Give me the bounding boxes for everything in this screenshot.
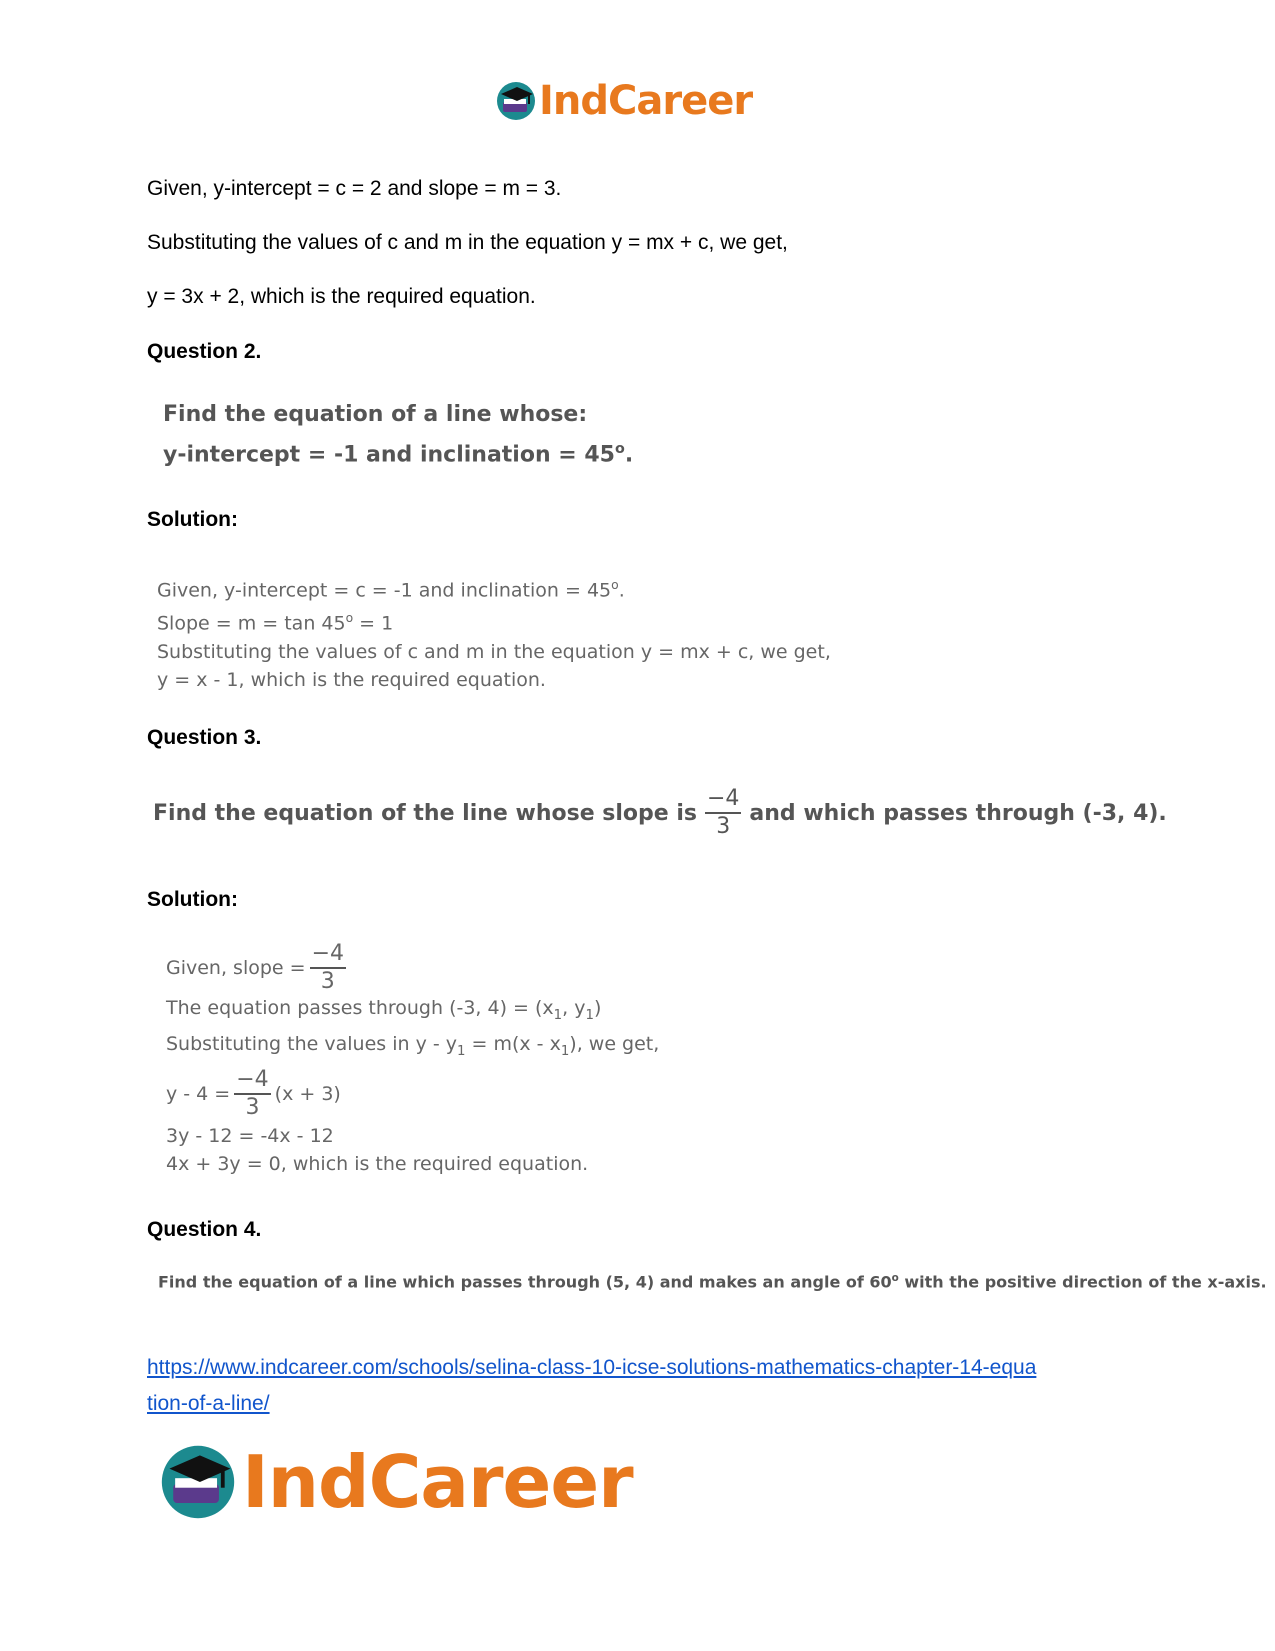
solution-3-image	[166, 942, 726, 1178]
question-4-image: Find the equation of a line which passes through (5, 4) and makes an angle of 60$^o$ with the positive direction of the x-axis.	[158, 1272, 1267, 1292]
solution-2-line-4: y = x - 1, which is the required equation.	[157, 668, 546, 691]
source-link-line-1[interactable]: https://www.indcareer.com/schools/selina-class-10-icse-solutions-mathematics-chapter-14-equa	[147, 1356, 1037, 1379]
solution-3-line-6: 4x + 3y = 0, which is the required equation.	[166, 1152, 589, 1175]
question-2-heading: Question 2.	[147, 340, 262, 363]
solution-2-heading: Solution:	[147, 508, 238, 531]
header-logo	[495, 78, 752, 124]
intro-line-1: Given, y-intercept = c = 2 and slope = m = 3.	[147, 177, 562, 200]
logo-text: IndCareer	[539, 78, 753, 124]
solution-3-line-4: y - 4 = $\frac{-4}{3}$ (x + 3)	[166, 1066, 341, 1120]
question-2-line-2: y-intercept = -1 and inclination = $45^o$.	[163, 441, 634, 468]
question-3-text-b: and which passes through (-3, 4).	[749, 800, 1167, 826]
solution-3-heading: Solution:	[147, 888, 238, 911]
solution-2-line-3: Substituting the values of c and m in the equation y = mx + c, we get,	[157, 640, 831, 663]
solution-2-line-1: Given, y-intercept = c = -1 and inclination = $45^o$.	[157, 578, 625, 602]
question-3-image	[153, 788, 1167, 838]
solution-3-line-2: The equation passes through (-3, $4) = (x_1$, $y_1$)	[166, 997, 602, 1023]
graduation-cap-book-icon	[495, 80, 537, 122]
slope-fraction: $\frac{-4}{3}$	[706, 786, 740, 839]
solution-3-line-5: 3y - 12 = -4x - 12	[166, 1124, 334, 1147]
question-2-line-1: Find the equation of a line whose:	[163, 402, 588, 427]
logo-text: IndCareer	[242, 1440, 633, 1524]
question-2-image	[163, 398, 633, 472]
intro-line-2: Substituting the values of c and m in the equation y = mx + c, we get,	[147, 231, 788, 254]
graduation-cap-book-icon	[158, 1442, 238, 1522]
solution-3-line-1: Given, slope = $\frac{-4}{3}$	[166, 941, 345, 994]
source-link[interactable]	[147, 1350, 1147, 1422]
question-3-heading: Question 3.	[147, 726, 262, 749]
intro-line-3: y = 3x + 2, which is the required equation.	[147, 285, 536, 308]
solution-2-image	[157, 571, 831, 694]
solution-3-line-3: Substituting the values in $y - y_1 = m(x - x_1)$, we get,	[166, 1032, 660, 1059]
solution-2-line-2: Slope = $m = \tan 45^o = 1$	[157, 611, 394, 635]
source-link-line-2[interactable]: tion-of-a-line/	[147, 1392, 270, 1415]
question-3-text-a: Find the equation of the line whose slope is	[153, 800, 697, 826]
footer-logo	[158, 1440, 633, 1524]
question-4-heading: Question 4.	[147, 1218, 262, 1241]
